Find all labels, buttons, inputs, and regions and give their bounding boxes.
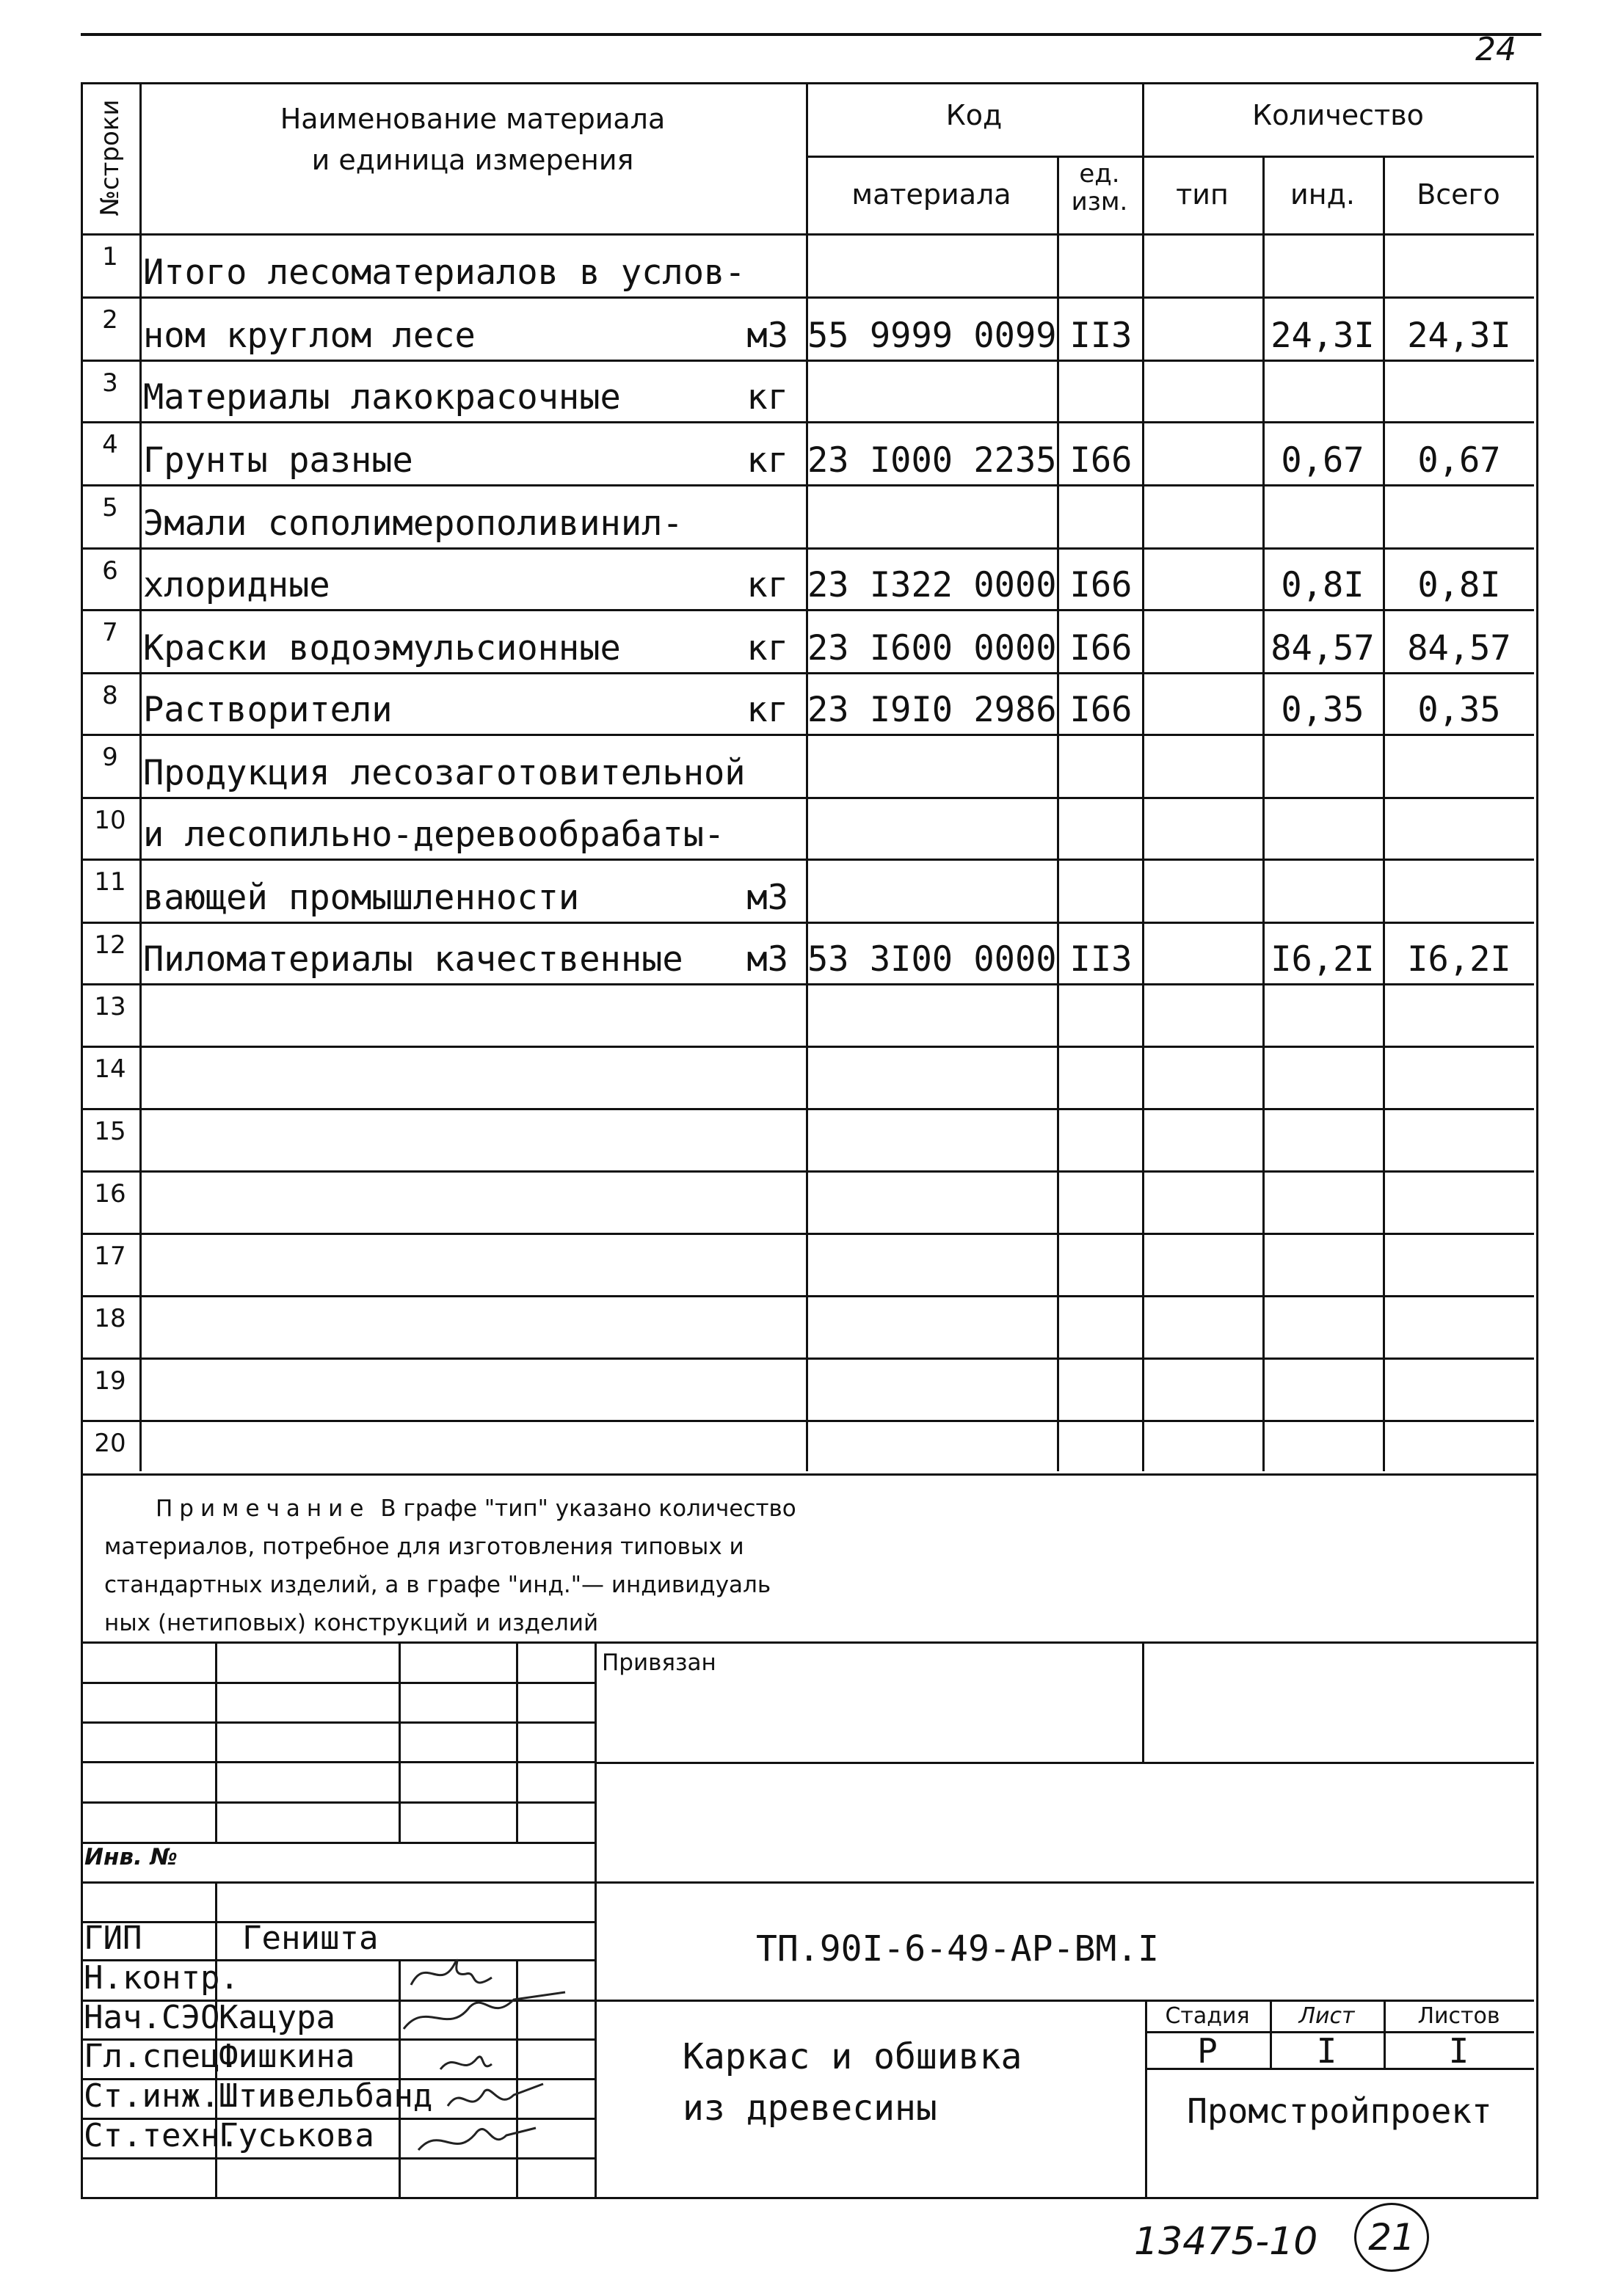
cell-name: ном круглом лесе [143,316,476,356]
row-separator [81,922,1534,924]
row-separator [81,421,1534,423]
cell-total: I6,2I [1407,939,1511,980]
cell-ind: 0,35 [1281,690,1364,730]
row-number: 9 [102,743,118,772]
signature-role: ГИП [84,1920,142,1957]
row-number: 12 [94,930,126,960]
stamp-line [81,1721,595,1724]
drawing-title: Каркас и обшивка из древесины [683,2036,1022,2129]
cell-name: Пиломатериалы качественные [143,939,683,980]
header-quantity: Количество [1252,99,1424,131]
row-separator [81,484,1534,486]
row-separator [81,1108,1534,1110]
cell-ed: II3 [1069,316,1133,356]
cell-ind: 0,8I [1281,565,1364,605]
header-code: Код [945,99,1003,131]
row-separator [81,609,1534,611]
header-q-type: тип [1176,178,1229,211]
stamp-line [595,1881,1534,1884]
row-number: 4 [102,430,118,459]
row-separator [81,797,1534,799]
row-separator [81,983,1534,985]
cell-code: 55 9999 0099 [807,316,1057,356]
cell-name: Эмали сополимерополивинил- [143,503,683,544]
cell-ed: II3 [1069,939,1133,980]
signature-role: Гл.спец. [84,2038,239,2075]
stamp-line [81,1761,595,1763]
header-subdivider [806,156,1534,158]
cell-ind: 0,67 [1281,440,1364,481]
col-divider [139,82,142,1471]
signature-name: Фишкина [219,2038,355,2075]
row-number: 8 [102,681,118,710]
stage-value: Р [1197,2031,1218,2071]
cell-name: и лесопильно-деревообрабаты- [143,814,725,855]
top-border [81,33,1541,36]
row-number: 20 [94,1429,126,1458]
row-separator [81,1357,1534,1360]
row-separator [81,1046,1534,1048]
handwritten-signatures [396,1948,617,2183]
cell-total: 0,67 [1417,440,1501,481]
cell-unit: м3 [746,878,788,918]
cell-unit: кг [746,628,788,668]
footer-handwritten-number: 13475-10 [1134,2220,1318,2264]
row-number: 2 [102,305,118,335]
row-number: 7 [102,618,118,647]
signature-name: Кацура [219,1999,335,2036]
inventory-number-label: Инв. № [84,1844,178,1870]
corner-sheet-mark: 24 [1475,31,1516,68]
cell-name: Грунты разные [143,440,413,481]
header-name: Наименование материала и единица измерения [280,103,666,176]
row-number: 17 [94,1242,126,1271]
cell-unit: кг [746,690,788,730]
cell-name: вающей промышленности [143,878,580,918]
row-separator [81,360,1534,362]
document-code: ТП.90I-6-49-АР-ВМ.I [756,1928,1160,1969]
sheet-value: I [1316,2031,1337,2071]
row-number: 18 [94,1304,126,1333]
cell-total: 0,8I [1417,565,1501,605]
cell-unit: кг [746,440,788,481]
cell-code: 23 I9I0 2986 [807,690,1057,730]
row-number: 10 [94,806,126,835]
cell-unit: кг [746,377,788,418]
cell-unit: кг [746,565,788,605]
cell-total: 24,3I [1407,316,1511,356]
header-code-unit: ед. изм. [1071,159,1128,216]
col-divider [1383,156,1385,1471]
cell-name: Растворители [143,690,393,730]
row-number: 13 [94,992,126,1021]
cell-ed: I66 [1069,565,1133,605]
row-separator [81,1170,1534,1173]
cell-name: Материалы лакокрасочные [143,377,621,418]
row-separator [81,734,1534,736]
cell-ind: 84,57 [1271,628,1375,668]
signature-role: Н.контр. [84,1959,239,1997]
signature-role: Ст.техн. [84,2117,239,2154]
cell-unit: м3 [746,316,788,356]
header-q-ind: инд. [1290,178,1355,211]
row-number: 14 [94,1054,126,1084]
row-separator [81,1295,1534,1297]
signature-name: Гуськова [219,2117,374,2154]
stamp-line [595,2000,1534,2002]
header-q-total: Всего [1417,178,1500,211]
signature-name: Штивельбанд [219,2077,433,2115]
header-code-material: материала [851,178,1011,211]
row-separator [81,859,1534,861]
organization-name: Промстройпроект [1187,2091,1492,2131]
signature-role: Ст.инж. [84,2077,220,2115]
row-number: 6 [102,556,118,586]
row-separator [81,672,1534,674]
col-divider [806,82,808,1471]
row-separator [81,1420,1534,1422]
cell-name: хлоридные [143,565,330,605]
header-bottom-line [81,233,1534,236]
row-number: 15 [94,1117,126,1146]
cell-name: Продукция лесозаготовительной [143,753,746,793]
cell-total: 84,57 [1407,628,1511,668]
stamp-line [81,1682,595,1684]
cell-ed: I66 [1069,440,1133,481]
row-separator [81,547,1534,550]
cell-ind: I6,2I [1271,939,1375,980]
col-divider [1142,82,1144,1471]
sheets-label: Листов [1417,2003,1500,2029]
privyazan-label: Привязан [602,1650,716,1676]
cell-total: 0,35 [1417,690,1501,730]
row-number: 5 [102,493,118,522]
cell-code: 53 3I00 0000 [807,939,1057,980]
signature-name: Геништа [242,1920,379,1957]
stamp-divider [1142,1641,1144,1762]
footer-circled-number: 21 [1354,2203,1429,2272]
cell-code: 23 I600 0000 [807,628,1057,668]
sheets-value: I [1448,2031,1469,2071]
cell-name: Краски водоэмульсионные [143,628,621,668]
signature-role: Нач.СЭО [84,1999,220,2036]
stamp-line [595,1762,1534,1764]
cell-ed: I66 [1069,690,1133,730]
stamp-line [81,1881,595,1884]
stamp-line [81,1801,595,1804]
stamp-divider [516,1641,518,1842]
row-number: 11 [94,867,126,897]
cell-ind: 24,3I [1271,316,1375,356]
stamp-divider [215,1641,217,1842]
stamp-divider [399,1641,401,1842]
col-divider [1057,156,1059,1471]
row-number: 1 [102,242,118,271]
cell-code: 23 I000 2235 [807,440,1057,481]
header-row-number: №строки [95,99,125,216]
cell-unit: м3 [746,939,788,980]
note-text: Примечание В графе "тип" указано количество материалов, потребное для изготовления типовых и стандартных изделий, а в графе "инд."— индивидуаль ных (нетиповых) конструкций и изделий [104,1495,796,1636]
cell-code: 23 I322 0000 [807,565,1057,605]
row-separator [81,296,1534,299]
row-separator [81,1233,1534,1235]
row-number: 16 [94,1179,126,1209]
stage-label: Стадия [1165,2003,1250,2029]
cell-name: Итого лесоматериалов в услов- [143,252,746,293]
sheet-label: Лист [1298,2003,1355,2029]
row-number: 3 [102,368,118,398]
cell-ed: I66 [1069,628,1133,668]
row-number: 19 [94,1366,126,1396]
